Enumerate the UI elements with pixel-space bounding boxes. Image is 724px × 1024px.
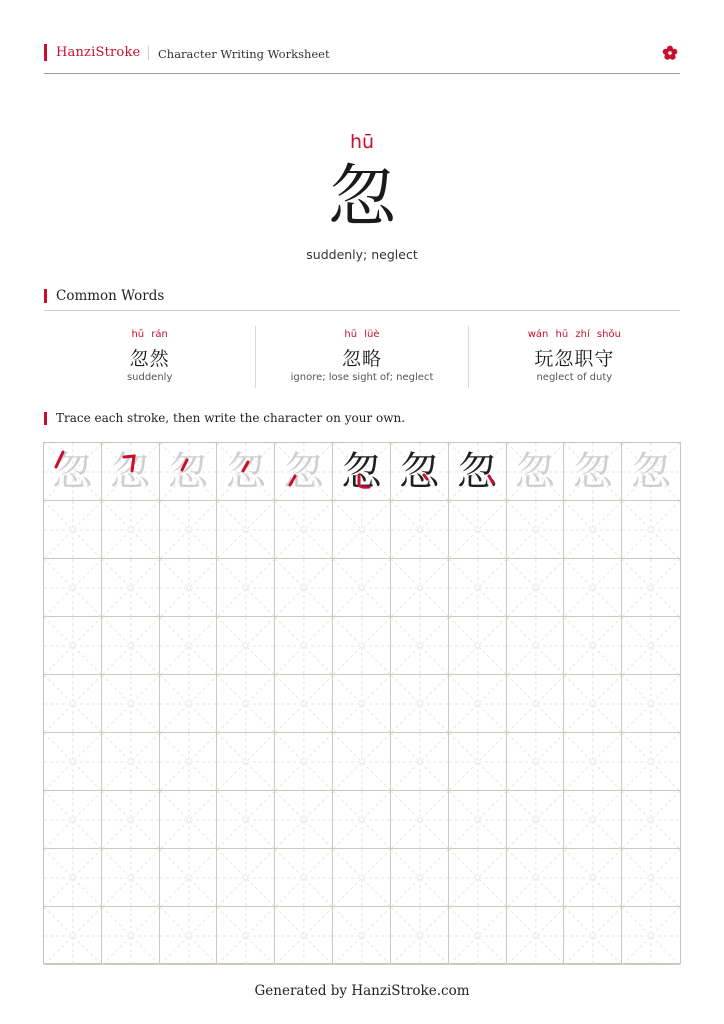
writing-cell[interactable] bbox=[160, 907, 218, 965]
stroke-order-cell bbox=[391, 443, 449, 501]
grid-guides bbox=[622, 733, 680, 791]
stroke-step-glyph: 忽 bbox=[168, 449, 209, 495]
grid-guides bbox=[217, 791, 275, 849]
writing-cell[interactable] bbox=[507, 907, 565, 965]
writing-cell[interactable] bbox=[333, 617, 391, 675]
stroke-step-glyph: 忽 bbox=[399, 449, 440, 495]
writing-cell[interactable] bbox=[507, 733, 565, 791]
brand-accent-bar bbox=[44, 44, 47, 61]
grid-guides bbox=[449, 791, 507, 849]
writing-cell[interactable] bbox=[449, 675, 507, 733]
grid-guides bbox=[333, 849, 391, 907]
practice-grid bbox=[43, 442, 681, 964]
stroke-step-glyph: 忽 bbox=[283, 449, 324, 495]
writing-cell[interactable] bbox=[564, 907, 622, 965]
trace-cell bbox=[622, 443, 680, 501]
grid-guides bbox=[275, 675, 333, 733]
grid-guides bbox=[333, 559, 391, 617]
grid-guides bbox=[391, 559, 449, 617]
grid-guides bbox=[449, 617, 507, 675]
grid-guides bbox=[160, 501, 218, 559]
writing-cell[interactable] bbox=[333, 791, 391, 849]
writing-cell[interactable] bbox=[622, 733, 680, 791]
trace-glyph: 忽 bbox=[514, 449, 555, 495]
grid-guides bbox=[102, 849, 160, 907]
writing-cell[interactable] bbox=[275, 675, 333, 733]
writing-cell[interactable] bbox=[217, 501, 275, 559]
grid-guides bbox=[564, 849, 622, 907]
word-card bbox=[255, 326, 467, 388]
writing-cell[interactable] bbox=[44, 617, 102, 675]
writing-cell[interactable] bbox=[391, 791, 449, 849]
word-meaning: neglect of duty bbox=[536, 372, 613, 383]
grid-guides bbox=[160, 849, 218, 907]
current-stroke-highlight bbox=[217, 443, 275, 501]
grid-guides bbox=[102, 675, 160, 733]
writing-cell[interactable] bbox=[44, 907, 102, 965]
grid-guides bbox=[507, 907, 565, 965]
worksheet-header bbox=[44, 43, 680, 74]
writing-cell[interactable] bbox=[507, 501, 565, 559]
writing-cell[interactable] bbox=[333, 501, 391, 559]
practice-row bbox=[44, 907, 680, 965]
grid-guides bbox=[44, 675, 102, 733]
word-hanzi: 忽然 bbox=[129, 348, 170, 370]
grid-guides bbox=[44, 559, 102, 617]
writing-cell[interactable] bbox=[217, 791, 275, 849]
writing-cell[interactable] bbox=[275, 849, 333, 907]
grid-guides bbox=[449, 559, 507, 617]
writing-cell[interactable] bbox=[507, 559, 565, 617]
common-words-list bbox=[44, 326, 680, 388]
stroke-order-row bbox=[44, 443, 680, 501]
writing-cell[interactable] bbox=[391, 501, 449, 559]
word-pinyin: hū lüè bbox=[344, 329, 380, 340]
stroke-order-cell bbox=[449, 443, 507, 501]
grid-guides bbox=[333, 675, 391, 733]
writing-cell[interactable] bbox=[217, 907, 275, 965]
grid-guides bbox=[217, 617, 275, 675]
writing-cell[interactable] bbox=[507, 849, 565, 907]
writing-cell[interactable] bbox=[449, 791, 507, 849]
writing-cell[interactable] bbox=[622, 675, 680, 733]
grid-guides bbox=[160, 733, 218, 791]
writing-cell[interactable] bbox=[333, 559, 391, 617]
writing-cell[interactable] bbox=[217, 849, 275, 907]
writing-cell[interactable] bbox=[333, 733, 391, 791]
writing-cell[interactable] bbox=[333, 907, 391, 965]
writing-cell[interactable] bbox=[564, 501, 622, 559]
writing-cell[interactable] bbox=[160, 791, 218, 849]
current-stroke-highlight bbox=[44, 443, 102, 501]
grid-guides bbox=[333, 907, 391, 965]
writing-cell[interactable] bbox=[275, 733, 333, 791]
writing-cell[interactable] bbox=[449, 733, 507, 791]
writing-cell[interactable] bbox=[564, 559, 622, 617]
writing-cell[interactable] bbox=[102, 849, 160, 907]
practice-row bbox=[44, 791, 680, 849]
grid-guides bbox=[275, 617, 333, 675]
common-words-title: Common Words bbox=[56, 288, 165, 304]
practice-header bbox=[44, 410, 680, 430]
writing-cell[interactable] bbox=[449, 501, 507, 559]
word-meaning: suddenly bbox=[126, 372, 173, 383]
writing-cell[interactable] bbox=[507, 791, 565, 849]
grid-guides bbox=[217, 849, 275, 907]
grid-guides bbox=[160, 559, 218, 617]
grid-guides bbox=[217, 907, 275, 965]
grid-guides bbox=[275, 791, 333, 849]
grid-guides bbox=[102, 791, 160, 849]
stroke-step-glyph: 忽 bbox=[52, 449, 93, 495]
grid-guides bbox=[622, 501, 680, 559]
grid-guides bbox=[507, 617, 565, 675]
grid-guides bbox=[102, 907, 160, 965]
stroke-order-cell bbox=[333, 443, 391, 501]
plum-blossom-icon bbox=[662, 45, 678, 61]
main-character: 忽 bbox=[327, 158, 396, 237]
writing-cell[interactable] bbox=[102, 501, 160, 559]
grid-guides bbox=[564, 791, 622, 849]
character-meaning: suddenly; neglect bbox=[306, 247, 418, 262]
grid-guides bbox=[564, 501, 622, 559]
current-stroke-highlight bbox=[160, 443, 218, 501]
grid-guides bbox=[449, 849, 507, 907]
grid-guides bbox=[102, 617, 160, 675]
stroke-order-cell bbox=[102, 443, 160, 501]
grid-guides bbox=[507, 791, 565, 849]
stroke-order-cell bbox=[217, 443, 275, 501]
writing-cell[interactable] bbox=[102, 617, 160, 675]
grid-guides bbox=[217, 559, 275, 617]
grid-guides bbox=[217, 733, 275, 791]
writing-cell[interactable] bbox=[507, 675, 565, 733]
grid-guides bbox=[622, 791, 680, 849]
grid-guides bbox=[564, 733, 622, 791]
grid-guides bbox=[275, 907, 333, 965]
grid-guides bbox=[160, 617, 218, 675]
grid-guides bbox=[564, 617, 622, 675]
grid-guides bbox=[160, 907, 218, 965]
writing-cell[interactable] bbox=[275, 907, 333, 965]
grid-guides bbox=[44, 791, 102, 849]
writing-cell[interactable] bbox=[333, 849, 391, 907]
grid-guides bbox=[102, 501, 160, 559]
character-pinyin: hū bbox=[349, 131, 375, 153]
footer-credit: Generated by HanziStroke.com bbox=[254, 983, 470, 999]
writing-cell[interactable] bbox=[564, 733, 622, 791]
grid-guides bbox=[391, 501, 449, 559]
writing-cell[interactable] bbox=[391, 559, 449, 617]
writing-cell[interactable] bbox=[102, 791, 160, 849]
grid-guides bbox=[160, 675, 218, 733]
writing-cell[interactable] bbox=[275, 617, 333, 675]
writing-cell[interactable] bbox=[564, 791, 622, 849]
grid-guides bbox=[102, 559, 160, 617]
word-card bbox=[44, 326, 255, 388]
writing-cell[interactable] bbox=[449, 849, 507, 907]
writing-cell[interactable] bbox=[622, 617, 680, 675]
grid-guides bbox=[507, 559, 565, 617]
practice-row bbox=[44, 559, 680, 617]
word-hanzi: 玩忽职守 bbox=[534, 348, 615, 370]
grid-guides bbox=[622, 617, 680, 675]
grid-guides bbox=[507, 733, 565, 791]
writing-cell[interactable] bbox=[217, 733, 275, 791]
stroke-step-glyph: 忽 bbox=[110, 449, 151, 495]
grid-guides bbox=[622, 559, 680, 617]
grid-guides bbox=[275, 849, 333, 907]
writing-cell[interactable] bbox=[44, 733, 102, 791]
stroke-order-cell bbox=[160, 443, 218, 501]
grid-guides bbox=[507, 675, 565, 733]
writing-cell[interactable] bbox=[391, 733, 449, 791]
writing-cell[interactable] bbox=[102, 559, 160, 617]
section-accent-bar bbox=[44, 412, 47, 425]
writing-cell[interactable] bbox=[564, 849, 622, 907]
writing-cell[interactable] bbox=[160, 559, 218, 617]
current-stroke-highlight bbox=[275, 443, 333, 501]
grid-guides bbox=[333, 617, 391, 675]
writing-cell[interactable] bbox=[102, 907, 160, 965]
writing-cell[interactable] bbox=[622, 849, 680, 907]
grid-guides bbox=[507, 849, 565, 907]
grid-guides bbox=[391, 675, 449, 733]
grid-guides bbox=[275, 501, 333, 559]
writing-cell[interactable] bbox=[449, 617, 507, 675]
writing-cell[interactable] bbox=[217, 617, 275, 675]
grid-guides bbox=[102, 733, 160, 791]
writing-cell[interactable] bbox=[391, 849, 449, 907]
current-stroke-highlight bbox=[449, 443, 507, 501]
grid-guides bbox=[44, 849, 102, 907]
trace-cell bbox=[564, 443, 622, 501]
writing-cell[interactable] bbox=[449, 907, 507, 965]
grid-guides bbox=[44, 907, 102, 965]
writing-cell[interactable] bbox=[622, 907, 680, 965]
grid-guides bbox=[449, 733, 507, 791]
current-stroke-highlight bbox=[391, 443, 449, 501]
grid-guides bbox=[217, 675, 275, 733]
grid-guides bbox=[564, 559, 622, 617]
word-card bbox=[468, 326, 680, 388]
grid-guides bbox=[449, 907, 507, 965]
practice-instruction: Trace each stroke, then write the character on your own. bbox=[56, 411, 406, 425]
grid-guides bbox=[449, 675, 507, 733]
grid-guides bbox=[275, 559, 333, 617]
grid-guides bbox=[275, 733, 333, 791]
writing-cell[interactable] bbox=[44, 675, 102, 733]
grid-guides bbox=[333, 733, 391, 791]
grid-guides bbox=[391, 907, 449, 965]
grid-guides bbox=[391, 791, 449, 849]
trace-glyph: 忽 bbox=[572, 449, 613, 495]
word-pinyin: wán hū zhí shǒu bbox=[527, 329, 621, 340]
stroke-step-glyph: 忽 bbox=[341, 449, 382, 495]
stroke-order-cell bbox=[44, 443, 102, 501]
writing-cell[interactable] bbox=[391, 675, 449, 733]
common-words-header bbox=[44, 287, 680, 311]
writing-cell[interactable] bbox=[102, 675, 160, 733]
writing-cell[interactable] bbox=[275, 791, 333, 849]
practice-row bbox=[44, 733, 680, 791]
word-meaning: ignore; lose sight of; neglect bbox=[290, 372, 434, 383]
grid-guides bbox=[44, 501, 102, 559]
writing-cell[interactable] bbox=[44, 849, 102, 907]
writing-cell[interactable] bbox=[275, 559, 333, 617]
writing-cell[interactable] bbox=[160, 675, 218, 733]
writing-cell[interactable] bbox=[391, 617, 449, 675]
grid-guides bbox=[564, 675, 622, 733]
word-hanzi: 忽略 bbox=[341, 348, 382, 370]
grid-guides bbox=[564, 907, 622, 965]
current-stroke-highlight bbox=[102, 443, 160, 501]
writing-cell[interactable] bbox=[160, 501, 218, 559]
writing-cell[interactable] bbox=[564, 675, 622, 733]
stroke-order-cell bbox=[275, 443, 333, 501]
trace-cell bbox=[507, 443, 565, 501]
grid-guides bbox=[622, 907, 680, 965]
grid-guides bbox=[160, 791, 218, 849]
writing-cell[interactable] bbox=[507, 617, 565, 675]
grid-guides bbox=[507, 501, 565, 559]
practice-row bbox=[44, 849, 680, 907]
practice-row bbox=[44, 675, 680, 733]
worksheet-subtitle: Character Writing Worksheet bbox=[158, 47, 330, 61]
writing-cell[interactable] bbox=[622, 791, 680, 849]
writing-cell[interactable] bbox=[44, 501, 102, 559]
grid-guides bbox=[44, 617, 102, 675]
writing-cell[interactable] bbox=[564, 617, 622, 675]
writing-cell[interactable] bbox=[217, 559, 275, 617]
grid-guides bbox=[333, 501, 391, 559]
grid-guides bbox=[391, 849, 449, 907]
writing-cell[interactable] bbox=[217, 675, 275, 733]
practice-row bbox=[44, 501, 680, 559]
trace-glyph: 忽 bbox=[631, 449, 672, 495]
grid-guides bbox=[391, 733, 449, 791]
word-pinyin: hū rán bbox=[131, 329, 168, 340]
writing-cell[interactable] bbox=[102, 733, 160, 791]
grid-guides bbox=[449, 501, 507, 559]
writing-cell[interactable] bbox=[44, 791, 102, 849]
grid-guides bbox=[391, 617, 449, 675]
grid-guides bbox=[44, 733, 102, 791]
writing-cell[interactable] bbox=[449, 559, 507, 617]
stroke-step-glyph: 忽 bbox=[225, 449, 266, 495]
section-accent-bar bbox=[44, 289, 47, 303]
writing-cell[interactable] bbox=[622, 559, 680, 617]
grid-guides bbox=[333, 791, 391, 849]
grid-guides bbox=[622, 849, 680, 907]
header-divider bbox=[148, 46, 149, 60]
writing-cell[interactable] bbox=[333, 675, 391, 733]
grid-guides bbox=[217, 501, 275, 559]
brand-name: HanziStroke bbox=[56, 45, 141, 60]
writing-cell[interactable] bbox=[160, 617, 218, 675]
writing-cell[interactable] bbox=[275, 501, 333, 559]
writing-cell[interactable] bbox=[160, 733, 218, 791]
writing-cell[interactable] bbox=[160, 849, 218, 907]
writing-cell[interactable] bbox=[622, 501, 680, 559]
writing-cell[interactable] bbox=[44, 559, 102, 617]
grid-guides bbox=[622, 675, 680, 733]
writing-cell[interactable] bbox=[391, 907, 449, 965]
practice-row bbox=[44, 617, 680, 675]
stroke-step-glyph: 忽 bbox=[457, 449, 498, 495]
current-stroke-highlight bbox=[333, 443, 391, 501]
